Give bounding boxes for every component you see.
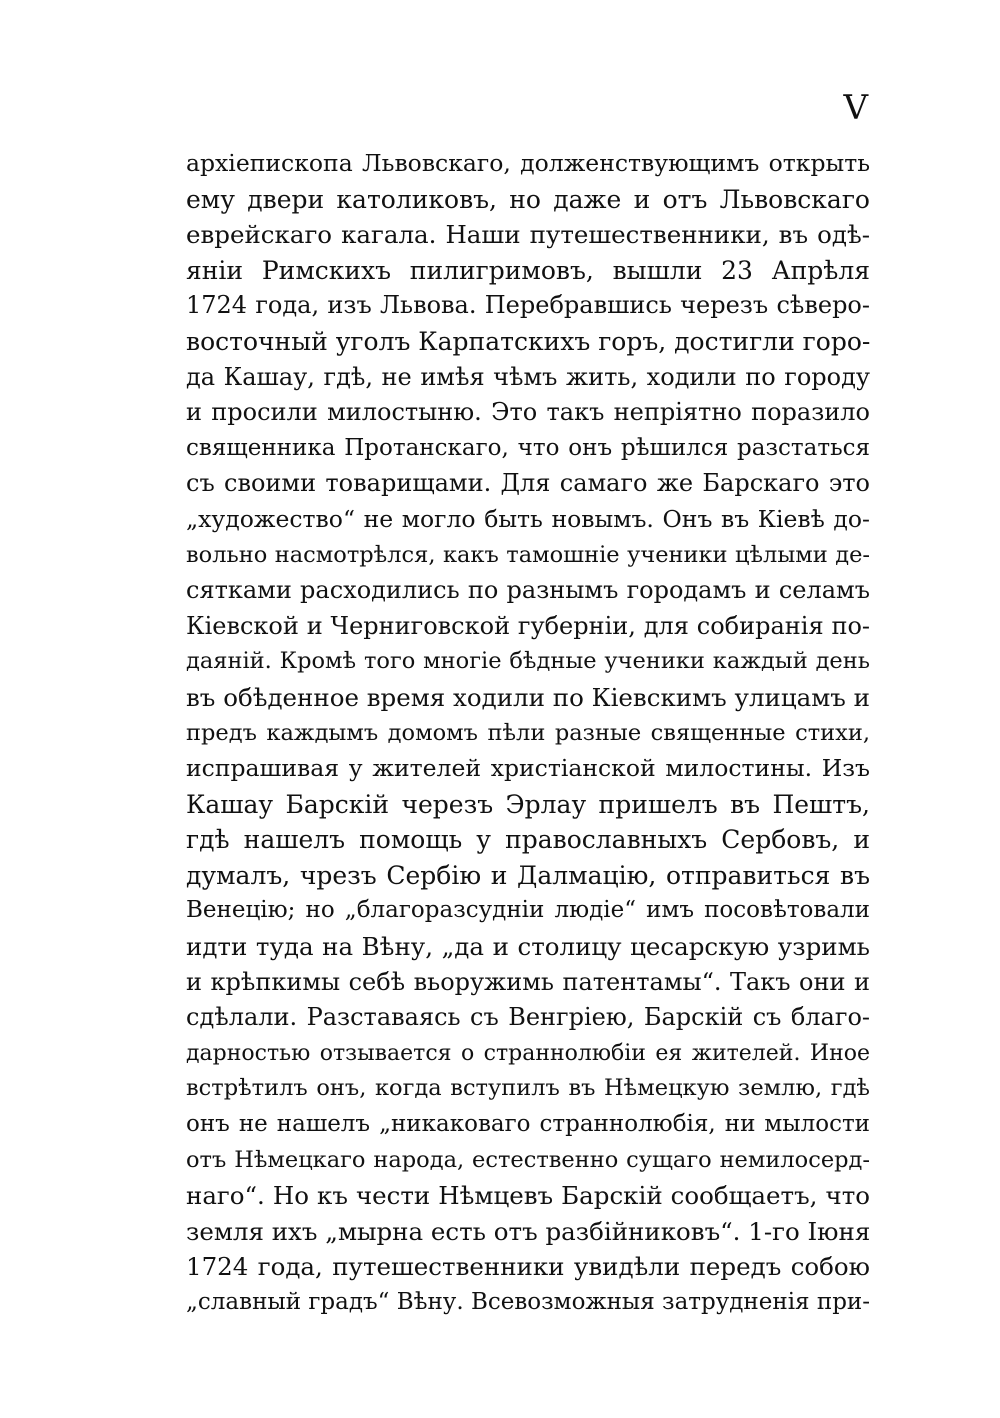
text-line: Кашау Барскій черезъ Эрлау пришелъ въ Пештъ, [186, 789, 870, 819]
text-line: гдѣ нашелъ помощь у православныхъ Сербовъ, и [186, 825, 870, 855]
text-line: 1724 года, путешественники увидѣли передъ собою [186, 1252, 870, 1282]
text-line: восточный уголъ Карпатскихъ горъ, достигли горо- [186, 326, 870, 356]
text-line: архіепископа Львовскаго, долженствующимъ открыть [186, 149, 870, 177]
text-line: 1724 года, изъ Львова. Перебравшись черезъ сѣверо- [186, 291, 870, 320]
text-line: онъ не нашелъ „никаковаго страннолюбія, ни мылости [186, 1111, 870, 1138]
text-line: дарностью отзывается о страннолюбіи ея жителей. Иное [186, 1040, 870, 1066]
page-number: V [843, 88, 868, 128]
text-line: яніи Римскихъ пилигримовъ, вышли 23 Апрѣля [186, 255, 870, 285]
text-line: идти туда на Вѣну, „да и столицу цесарскую узримь [186, 932, 870, 962]
text-line: въ обѣденное время ходили по Кіевскимъ улицамъ и [186, 682, 870, 712]
text-line: Венецію; но „благоразсудніи людіе“ имъ посовѣтовали [186, 897, 870, 924]
body-text [186, 146, 870, 1321]
text-line: еврейскаго кагала. Наши путешественники, въ одѣ- [186, 220, 870, 250]
text-line: ему двери католиковъ, но даже и отъ Львовскаго [186, 184, 870, 214]
text-line: Кіевской и Черниговской губерніи, для собиранія по- [186, 611, 870, 640]
text-line: даяній. Кромѣ того многіе бѣдные ученики каждый день [186, 648, 870, 675]
text-line: отъ Нѣмецкаго народа, естественно сущаго немилосерд- [186, 1146, 870, 1173]
text-line: испрашивая у жителей христіанской милостины. Изъ [186, 754, 870, 783]
text-line: и просили милостыню. Это такъ непріятно поразило [186, 398, 870, 427]
text-line: предъ каждымъ домомъ пѣли разные священные стихи, [186, 719, 870, 746]
text-line: наго“. Но къ чести Нѣмцевъ Барскій сообщаетъ, что [186, 1181, 870, 1211]
text-line: сдѣлали. Разставаясь съ Венгріею, Барскій съ благо- [186, 1003, 870, 1032]
text-line: думалъ, чрезъ Сербію и Далмацію, отправиться въ [186, 860, 870, 890]
text-line: „художество“ не могло быть новымъ. Онъ въ Кіевѣ до- [186, 504, 870, 533]
text-line: съ своими товарищами. Для самаго же Барскаго это [186, 469, 870, 498]
text-line: вольно насмотрѣлся, какъ тамошніе ученики цѣлыми де- [186, 541, 870, 568]
text-line: встрѣтилъ онъ, когда вступилъ въ Нѣмецкую землю, гдѣ [186, 1075, 870, 1102]
text-line: да Кашау, гдѣ, не имѣя чѣмъ жить, ходили по городу [186, 362, 870, 391]
text-line: „славный градъ“ Вѣну. Всевозможныя затрудненія при- [186, 1289, 870, 1315]
text-line: и крѣпкимы себѣ вьоружимь патентамы“. Такъ они и [186, 967, 870, 996]
text-line: земля ихъ „мырна есть отъ разбійниковъ“. 1-го Іюня [186, 1216, 870, 1246]
text-line: сятками расходились по разнымъ городамъ и селамъ [186, 576, 870, 605]
text-line: священника Протанскаго, что онъ рѣшился разстаться [186, 434, 870, 461]
